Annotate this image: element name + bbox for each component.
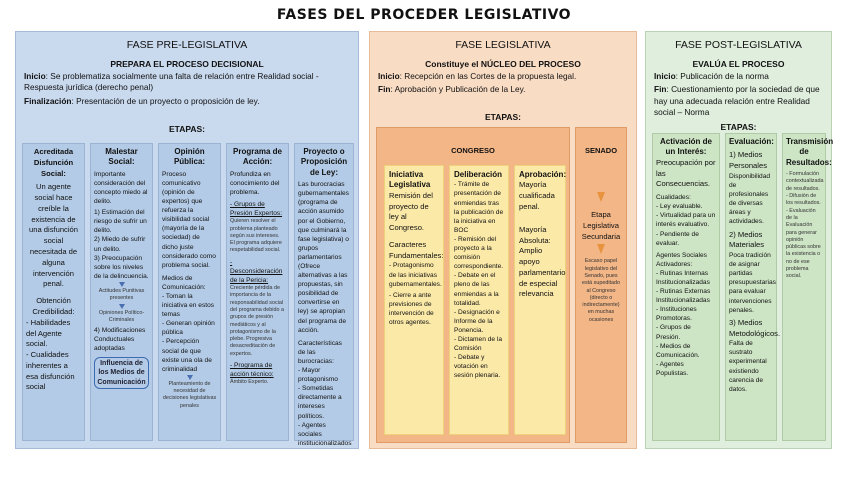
list-item: - Generan opinión pública (162, 320, 215, 337)
list-item: 2) Miedo de sufrir un delito. (94, 236, 146, 253)
stage-subtitle: Agentes Sociales Activadores: (656, 251, 707, 268)
list-item: - Percepción social de que existe una ola de criminalidad (162, 338, 212, 373)
phase-heading: FASE POST-LEGISLATIVA (675, 39, 802, 51)
arrow-down-icon (119, 304, 125, 309)
list-item: - Medios de Comunicación. (656, 342, 700, 359)
stage-title: Iniciativa Legislativa (389, 170, 431, 190)
phase-heading: FASE LEGISLATIVA (455, 39, 551, 51)
list-item: - Cualidades inherentes a esa disfunción social (26, 350, 75, 392)
stage-disfuncion-social (22, 143, 85, 441)
stage-subtitle: Caracteres Fundamentales: (389, 239, 444, 260)
stage-title: Transmisión de Resultados: (786, 137, 834, 167)
stage-title: Acreditada Disfunción Social: (33, 147, 74, 178)
list-item: - Toman la iniciativa en estos temas (162, 293, 215, 319)
list-item: - Protagonismo de las iniciativas gubernamentales. (389, 262, 442, 288)
list-item: - Dictamen de la Comisión (454, 335, 503, 353)
stage-senado (580, 190, 622, 430)
list-item: - Grupos de Presión. (656, 324, 691, 341)
stage-subtitle: Obtención Credibilidad: (32, 296, 75, 316)
list-item: - Rutinas Internas Institucionalizadas (656, 269, 710, 286)
stage-text: Falta de sustrato experimental existiendo carencia de datos. (729, 340, 767, 393)
list-item: - Virtualidad para un interés evaluativo. (656, 212, 716, 229)
phase-inicio: Inicio: Publicación de la norma (654, 71, 769, 81)
congreso-label: CONGRESO (451, 146, 495, 155)
stage-proyecto-ley (294, 143, 354, 447)
stage-title: Evaluación: (729, 137, 774, 146)
stage-text: Preocupación por las Consecuencias. (656, 157, 716, 189)
stage-evaluacion (725, 133, 781, 441)
phase-subheading: PREPARA EL PROCESO DECISIONAL (110, 59, 264, 69)
list-item: - Formulación contextualizada de resultados. (786, 171, 824, 192)
stage-transmision-resultados (782, 133, 834, 441)
stage-subtitle: Características de las burocracias: (298, 339, 342, 365)
stage-note: Actitudes Punitivas presentes (98, 287, 145, 302)
list-item: - Mayor protagonismo (298, 367, 338, 384)
stage-text: Poca tradición de asignar partidas presupuestarias para evaluar intervenciones penales. (729, 252, 776, 314)
stage-subtitle: Mayoría Absoluta: (519, 224, 551, 245)
media-influence-oval: Influencia de los Medios de Comunicación (94, 357, 149, 388)
stage-title: Deliberación (454, 170, 503, 179)
list-item: - Habilidades del Agente social. (26, 317, 71, 349)
list-item: - Cierre a ante previsiones de intervención de otros agentes. (389, 291, 434, 327)
stage-note: Planteamiento de necesidad de decisiones legislativas penales (162, 380, 217, 409)
phase-subheading: Constituye el NÚCLEO DEL PROCESO (425, 59, 581, 69)
etapas-label: ETAPAS: (484, 112, 522, 122)
stage-title: Etapa Legislativa Secundaria (581, 210, 621, 241)
stage-text: Las burocracias gubernamentales (programa de acción asumido por el Gobierno, que culminará la fase legislativa) o grupos parlamentarios (Ofrece alternativas a las propuestas, sin posibilidad de convertirse en ley) se apropian del programa de acción. (298, 181, 349, 334)
list-item: - Remisión del proyecto a la comisión correspondiente. (454, 235, 504, 271)
stage-deliberacion (449, 165, 509, 435)
stage-aprobacion (514, 165, 566, 435)
stage-opinion-publica (158, 143, 221, 441)
phase-fin: Fin: Aprobación y Publicación de la Ley. (378, 84, 526, 95)
stage-text: Escaso papel legislativo del Senado, pues está supeditado al Congreso (directo o indirectamente) en muchas ocasiones (581, 258, 621, 323)
stage-text: Profundiza en conocimiento del problema. (230, 170, 280, 196)
stage-title: Aprobación: (519, 170, 567, 179)
list-item: - Pendiente de evaluar. (656, 230, 699, 247)
stage-text: Un agente social hace creíble la existencia de una disfunción social necesitada de alguna intervención penal. (29, 182, 78, 289)
list-item: - Trámite de presentación de enmiendas tras la publicación de la iniciativa en BOC (454, 181, 504, 234)
stage-subtitle: 1) Medios Personales (729, 150, 767, 171)
stage-malestar-social (90, 143, 153, 441)
phase-heading: FASE PRE-LEGISLATIVA (126, 39, 248, 51)
arrow-down-icon (597, 244, 605, 254)
stage-text: Mayoría cualificada penal. (519, 180, 555, 211)
list-item: 4) Modificaciones Conductuales adoptadas (94, 327, 146, 353)
list-item: 3) Preocupación sobre los niveles de la delincuencia. (94, 254, 149, 280)
list-item: - Agentes sociales institucionalizados (298, 421, 352, 447)
stage-text: Creciente pérdida de importancia de la responsabilidad social del programa debido a grupos de presión mediáticos y al protagonismo de la plebe. Progresiva desacreditación de expertos. (230, 285, 284, 357)
list-item: - Ley evaluable. (656, 203, 703, 211)
stage-subtitle: 3) Medios Metodológicos. (729, 317, 781, 338)
stage-subtitle: Cualidades: (656, 194, 691, 202)
etapas-label: ETAPAS: (168, 124, 206, 134)
stage-subtitle: Medios de Comunicación: (162, 274, 206, 291)
stage-title: Opinión Pública: (173, 147, 206, 167)
stage-note: Opiniones Político-Criminales (98, 309, 145, 323)
stage-text: Quieren resolver el problema planteado según sus intereses. El programa adquiere respetabilidad social. (230, 218, 282, 254)
senado-label: SENADO (584, 146, 618, 155)
stage-iniciativa (384, 165, 444, 435)
stage-title: Programa de Acción: (233, 147, 282, 167)
stage-text: Importante consideración del concepto miedo al delito. (94, 170, 148, 206)
stage-title: Activación de un Interés: (659, 137, 712, 157)
phase-fin: Finalización: Presentación de un proyecto o proposición de ley. (24, 95, 260, 106)
phase-subheading: EVALÚA EL PROCESO (692, 59, 785, 69)
stage-subtitle: - Programa de acción técnico: (230, 361, 274, 379)
arrow-down-icon (119, 282, 125, 287)
arrow-down-icon (597, 192, 605, 202)
list-item: - Instituciones Promotoras. (656, 306, 697, 323)
stage-subtitle: 2) Medios Materiales (729, 229, 765, 250)
stage-text: Proceso comunicativo (opinión de expertos) que refuerza la visibilidad social (mayoría de la sociedad) de dicho juste considerado como problema social. (162, 170, 216, 269)
phase-inicio: Inicio: Se problematiza socialmente una falta de relación entre Realidad social - Respuesta jurídica (derecho penal) (24, 71, 319, 93)
list-item: - Difusión de los resultados. (786, 193, 821, 207)
list-item: - Agentes Populistas. (656, 360, 689, 377)
stage-title: Malestar Social: (105, 147, 138, 167)
list-item: - Evaluación de la Evaluación para generar opinión públicas sobre la existencia o no de ese problema social. (786, 207, 821, 280)
list-item: - Designación e Informe de la Ponencia. (454, 308, 500, 334)
phase-fin: Fin: Cuestionamiento por la sociedad de que hay una adecuada relación entre Realidad social – Norma (654, 84, 820, 118)
page-title: FASES DEL PROCEDER LEGISLATIVO (276, 7, 572, 23)
etapas-label: ETAPAS: (720, 122, 757, 132)
stage-text: Amplio apoyo parlamentario de especial relevancia (519, 246, 566, 299)
stage-text: Ámbito Experto. (230, 379, 269, 386)
stage-programa-accion (226, 143, 289, 441)
list-item: - Sometidas directamente a intereses políticos. (298, 385, 342, 420)
list-item: - Rutinas Externas Institucionalizadas (656, 288, 711, 305)
stage-subtitle: - Desconsideración de la Pericia: (230, 258, 283, 284)
stage-text: Disponibilidad de profesionales de diversas áreas y actividades. (729, 172, 771, 226)
phase-inicio: Inicio: Recepción en las Cortes de la propuesta legal. (378, 71, 577, 81)
list-item: 1) Estimación del riesgo de sufrir un delito. (94, 209, 147, 235)
list-item: - Debate en el pleno de las enmiendas a la totalidad. (454, 272, 499, 307)
stage-text: Remisión del proyecto de ley al Congreso. (389, 190, 433, 233)
list-item: - Debate y votación en sesión plenaria. (454, 354, 501, 380)
stage-subtitle: - Grupos de Presión Expertos: (230, 201, 283, 218)
arrow-down-icon (187, 375, 193, 380)
stage-title: Proyecto o Proposición de Ley: (300, 147, 348, 177)
stage-activacion-interes (652, 133, 720, 441)
